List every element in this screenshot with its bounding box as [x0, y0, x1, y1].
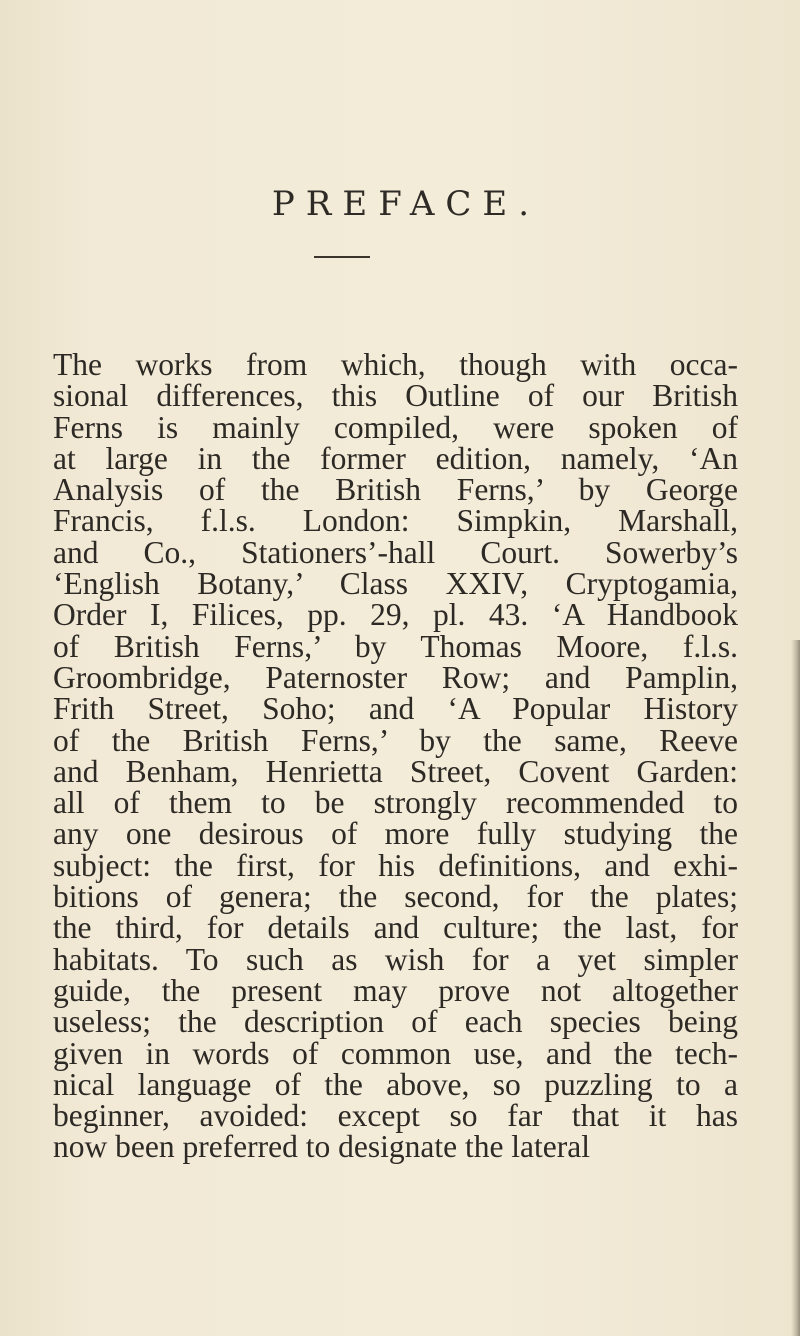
- text-line: beginner, avoided: except so far that it has: [53, 1098, 738, 1134]
- text-line: at large in the former edition, namely, ‘An: [53, 440, 738, 476]
- text-line: Frith Street, Soho; and ‘A Popular History: [53, 691, 738, 727]
- text-line: ‘English Botany,’ Class XXIV, Cryptogamia,: [53, 566, 738, 602]
- text-line: subject: the first, for his definitions, and exhi-: [53, 847, 738, 883]
- page-edge-shadow: [791, 640, 800, 1336]
- text-line: now been preferred to designate the lateral: [53, 1129, 590, 1165]
- text-line: bitions of genera; the second, for the plates;: [53, 879, 738, 915]
- text-line: any one desirous of more fully studying the: [53, 816, 738, 852]
- text-line: useless; the description of each species being: [53, 1004, 738, 1040]
- text-line: the third, for details and culture; the last, for: [53, 910, 738, 946]
- text-line: of the British Ferns,’ by the same, Reeve: [53, 722, 738, 758]
- text-line: of British Ferns,’ by Thomas Moore, f.l.s.: [53, 628, 738, 664]
- text-line: The works from which, though with occa-: [53, 347, 738, 382]
- text-line: Francis, f.l.s. London: Simpkin, Marshall,: [53, 503, 738, 539]
- text-line: nical language of the above, so puzzling to a: [53, 1066, 738, 1102]
- text-line: Order I, Filices, pp. 29, pl. 43. ‘A Handbook: [53, 597, 738, 633]
- text-line: and Co., Stationers’-hall Court. Sowerby’s: [53, 534, 738, 570]
- preface-body: [53, 349, 738, 1163]
- text-line: habitats. To such as wish for a yet simpler: [53, 941, 738, 977]
- text-line: all of them to be strongly recommended to: [53, 785, 738, 821]
- heading-rule: [314, 256, 370, 258]
- text-line: Ferns is mainly compiled, were spoken of: [53, 409, 738, 445]
- preface-heading: PREFACE.: [271, 184, 541, 224]
- text-line: given in words of common use, and the tech-: [53, 1035, 738, 1071]
- text-line: Groombridge, Paternoster Row; and Pamplin,: [53, 659, 738, 695]
- text-line: sional differences, this Outline of our British: [53, 378, 738, 414]
- text-line: Analysis of the British Ferns,’ by George: [53, 472, 738, 508]
- text-line: guide, the present may prove not altogether: [53, 972, 738, 1008]
- text-line: and Benham, Henrietta Street, Covent Garden:: [53, 753, 738, 789]
